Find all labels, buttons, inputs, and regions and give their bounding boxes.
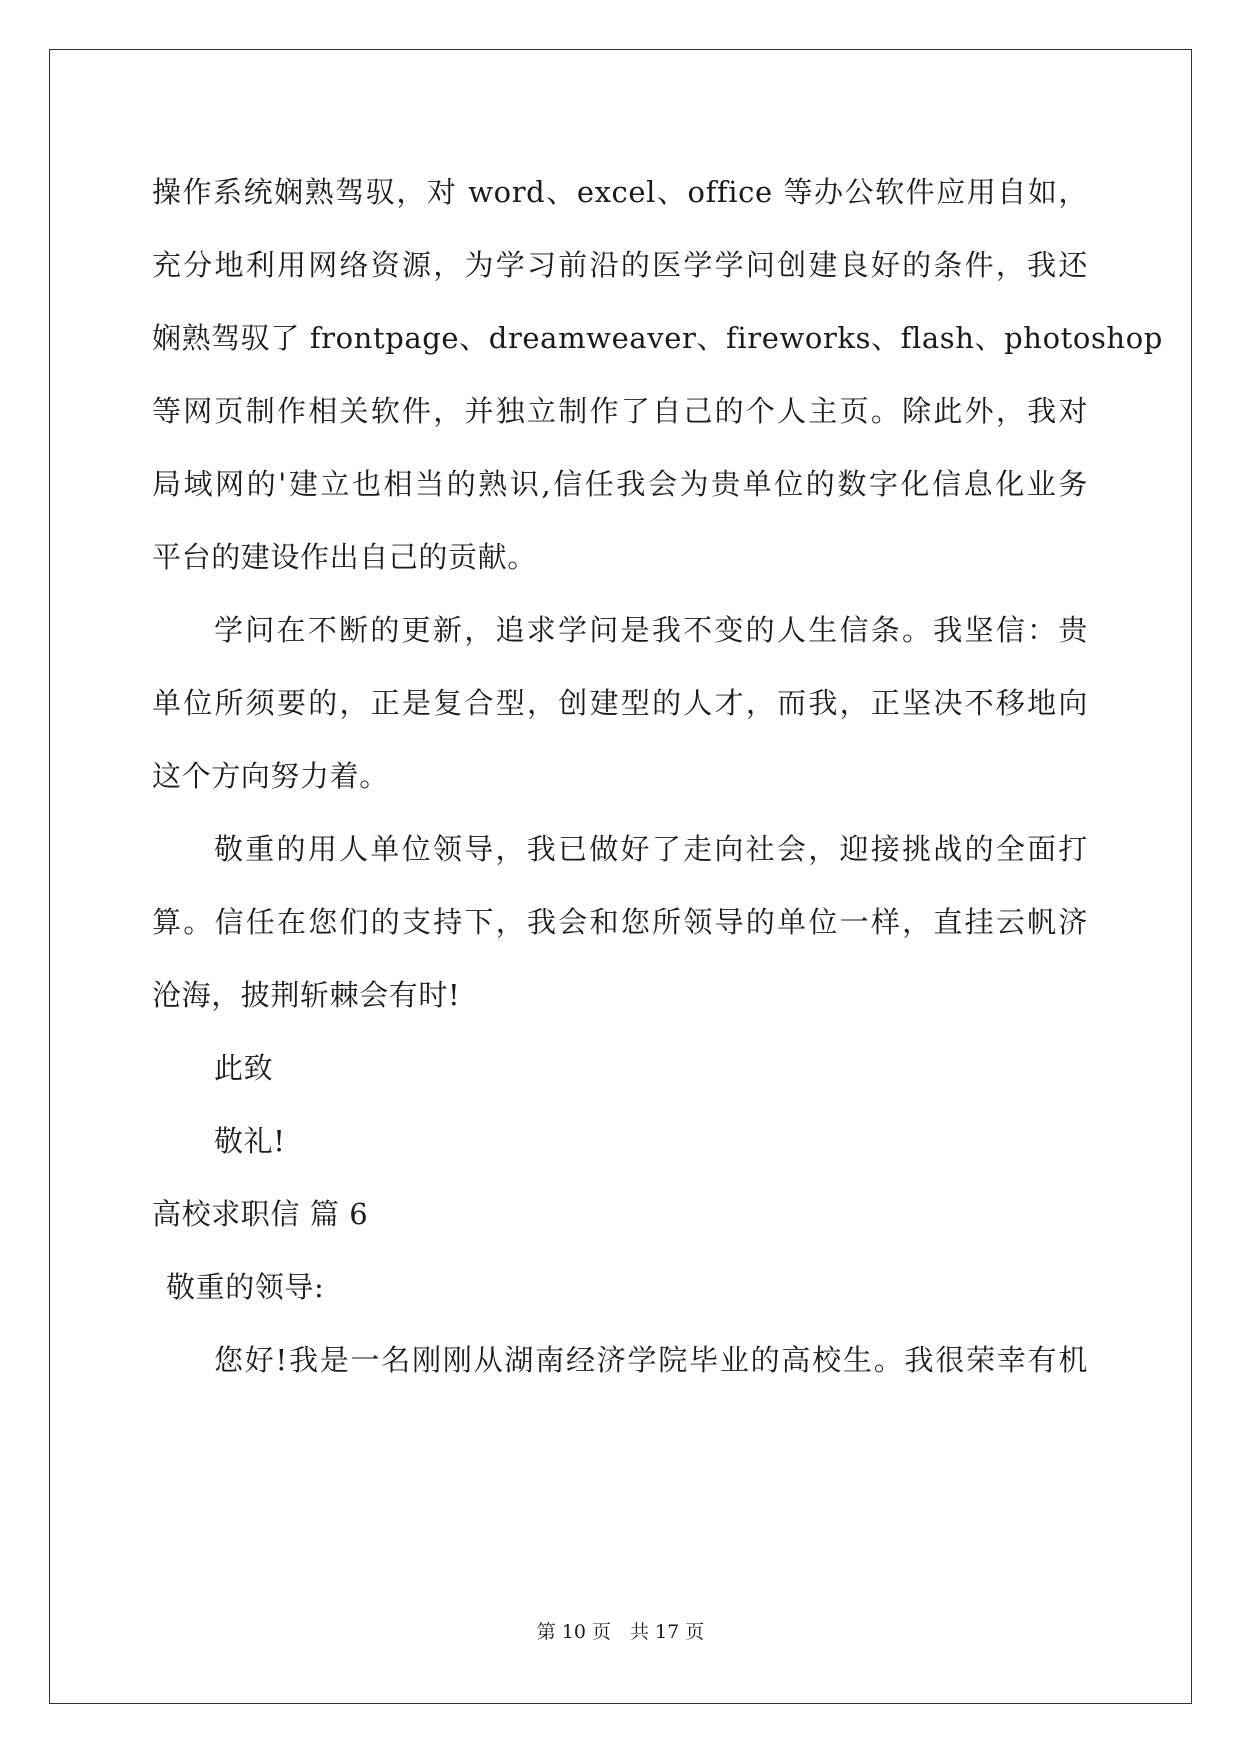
closing-salutation: 此致 <box>214 1051 274 1085</box>
body-line-2: 充分地利用网络资源，为学习前沿的医学学问创建良好的条件，我还 <box>152 248 1088 282</box>
body-line-9: 这个方向努力着。 <box>152 759 389 793</box>
body-line-5: 局域网的'建立也相当的熟识,信任我会为贵单位的数字化信息化业务 <box>152 467 1088 501</box>
body-line-12: 沧海，披荆斩棘会有时! <box>152 978 461 1012</box>
body-line-10: 敬重的用人单位领导，我已做好了走向社会，迎接挑战的全面打 <box>214 832 1088 866</box>
body-line-3: 娴熟驾驭了 frontpage、dreamweaver、fireworks、flash、photoshop <box>152 321 1163 355</box>
body-line-1: 操作系统娴熟驾驭，对 word、excel、office 等办公软件应用自如， <box>152 175 1088 209</box>
closing-regards: 敬礼! <box>214 1124 286 1158</box>
body-line-6: 平台的建设作出自己的贡献。 <box>152 540 537 574</box>
section-heading: 高校求职信 篇 6 <box>152 1197 369 1231</box>
page-border <box>49 49 1192 1704</box>
body-line-8: 单位所须要的，正是复合型，创建型的人才，而我，正坚决不移地向 <box>152 686 1088 720</box>
body-line-4: 等网页制作相关软件，并独立制作了自己的个人主页。除此外，我对 <box>152 394 1088 428</box>
body-line-7: 学问在不断的更新，追求学问是我不变的人生信条。我坚信：贵 <box>214 613 1088 647</box>
body-line-11: 算。信任在您们的支持下，我会和您所领导的单位一样，直挂云帆济 <box>152 905 1088 939</box>
body-line-17: 您好!我是一名刚刚从湖南经济学院毕业的高校生。我很荣幸有机 <box>214 1343 1088 1377</box>
page-number-footer: 第 10 页 共 17 页 <box>536 1621 705 1643</box>
greeting-line: 敬重的领导: <box>166 1270 325 1304</box>
